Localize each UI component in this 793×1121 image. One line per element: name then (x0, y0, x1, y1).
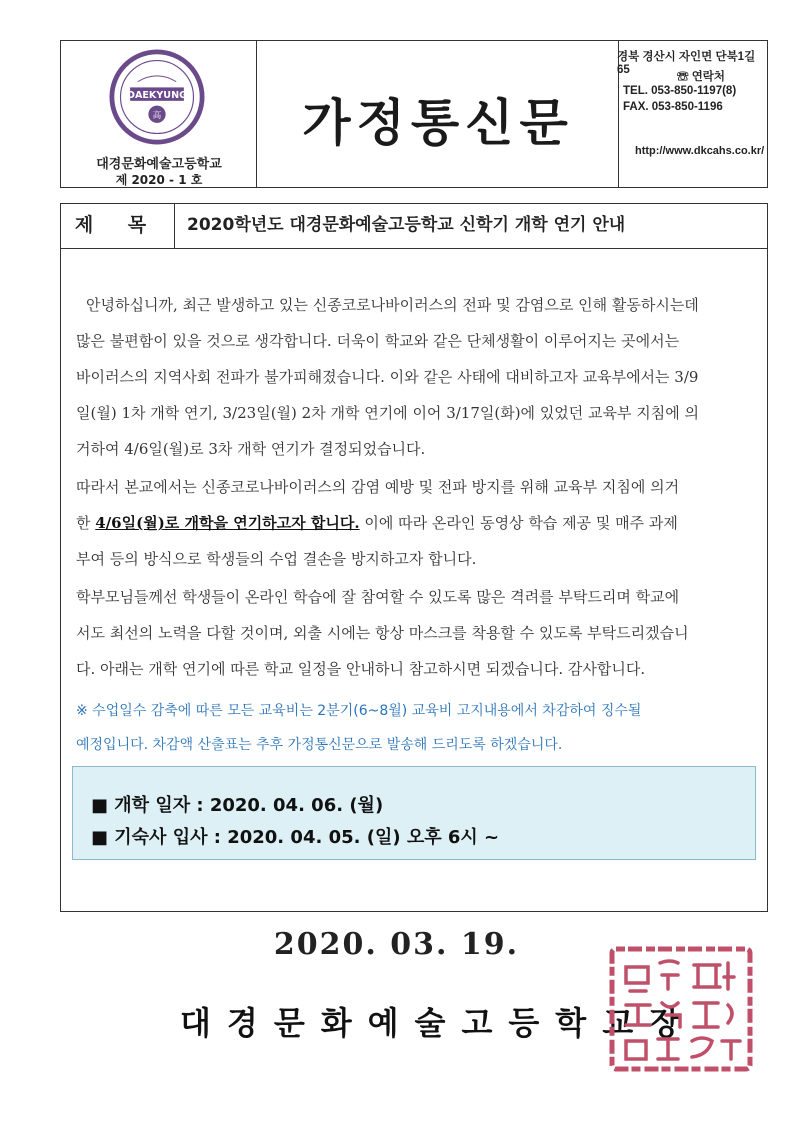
text-line: 거하여 4/6일(월)로 3차 개학 연기가 결정되었습니다. (76, 440, 426, 458)
school-name: 대경문화예술고등학교 (96, 157, 222, 172)
header-table (60, 40, 768, 188)
issue-number: 제 2020 - 1 호 (115, 173, 203, 187)
text-line: 바이러스의 지역사회 전파가 불가피해졌습니다. 이와 같은 사태에 대비하고자 교육부에서는 3/9 (76, 368, 699, 386)
contact-label: ☏ 연락처 (677, 71, 726, 83)
header-title-cell (257, 41, 619, 187)
header-school-cell (61, 41, 257, 187)
svg-text:高: 高 (152, 111, 162, 122)
school-logo-icon (109, 49, 205, 145)
text-line: 부여 등의 방식으로 학생들의 수업 결손을 방지하고자 합니다. (76, 550, 477, 568)
school-website-link[interactable]: http://www.dkcahs.co.kr/ (635, 145, 765, 157)
subject-row (60, 203, 768, 249)
text-line: 많은 불편함이 있을 것으로 생각합니다. 더욱이 학교와 같은 단체생활이 이루어지는 곳에서는 (76, 332, 680, 350)
official-seal-icon (606, 945, 756, 1073)
note-line: 예정입니다. 차감액 산출표는 추후 가정통신문으로 발송해 드리도록 하겠습니다. (76, 737, 563, 753)
text-line: 학부모님들께선 학생들이 온라인 학습에 잘 참여할 수 있도록 많은 격려를 부탁드리며 학교에 (76, 588, 680, 606)
text-line (76, 512, 678, 533)
text-line: 다. 아래는 개학 연기에 따른 학교 일정을 안내하니 참고하시면 되겠습니다. 감사합니다. (76, 660, 646, 678)
emphasized-postponement-date: 4/6일(월)로 개학을 연기하고자 합니다. (95, 514, 360, 532)
opening-date: ■ 개학 일자 : 2020. 04. 06. (월) (91, 795, 384, 816)
text-fragment: 이에 따라 온라인 동영상 학습 제공 및 매주 과제 (359, 514, 678, 532)
text-fragment: 한 (76, 514, 96, 532)
school-address: 경북 경산시 자인면 단북1길 65 (617, 51, 756, 76)
page-title: 가정통신문 (302, 94, 574, 152)
svg-text:DAEKYUNG: DAEKYUNG (127, 89, 187, 101)
schedule-box (72, 766, 756, 860)
header-contact-cell (619, 41, 767, 187)
tel-number: TEL. 053-850-1197(8) (623, 85, 737, 97)
fax-number: FAX. 053-850-1196 (623, 101, 723, 113)
subject-label: 제 목 (61, 204, 175, 248)
text-line: 서도 최선의 노력을 다할 것이며, 외출 시에는 항상 마스크를 착용할 수 있도록 부탁드리겠습니 (76, 624, 689, 642)
subject-text: 2020학년도 대경문화예술고등학교 신학기 개학 연기 안내 (187, 215, 626, 235)
text-line: 일(월) 1차 개학 연기, 3/23일(월) 2차 개학 연기에 이어 3/17일(화)에 있었던 교육부 지침에 의 (76, 404, 700, 422)
note-line: ※ 수업일수 감축에 따른 모든 교육비는 2분기(6~8월) 교육비 고지내용에서 차감하여 징수될 (76, 703, 642, 719)
dormitory-date: ■ 기숙사 입사 : 2020. 04. 05. (일) 오후 6시 ~ (91, 827, 500, 848)
issue-date: 2020. 03. 19. (273, 927, 520, 962)
text-line: 따라서 본교에서는 신종코로나바이러스의 감염 예방 및 전파 방지를 위해 교육부 지침에 의거 (76, 478, 680, 496)
principal-signature: 대경문화예술고등학교장 (180, 1004, 697, 1042)
text-line: 안녕하십니까, 최근 발생하고 있는 신종코로나바이러스의 전파 및 감염으로 인해 활동하시는데 (86, 296, 699, 314)
